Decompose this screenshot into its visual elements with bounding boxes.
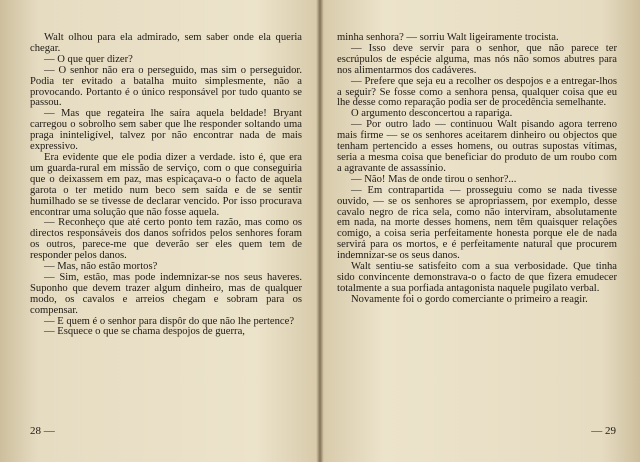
left-page-text — [30, 33, 302, 338]
page-number-left: 28 — — [30, 425, 55, 437]
paragraph: — Isso deve servir para o senhor, que não parece ter escrúpulos de espécie alguma, mas nós não somos abutres para nos alimentarmos dos cadáveres. — [337, 42, 617, 76]
paragraph: — E quem é o senhor para dispôr do que não lhe pertence? — [44, 315, 295, 327]
paragraph: Walt sentiu-se satisfeito com a sua verbosidade. Que tinha sido convincente demonstrava-o o facto de que fizera emudecer totalmente a sua porfiada antagonista naquele pugilato verbal. — [337, 261, 617, 294]
paragraph: — Não! Mas de onde tirou o senhor?... — [351, 173, 517, 185]
paragraph: Era evidente que ele podia dizer a verdade. isto é, que era um guarda-rural em missão de serviço, com o que conseguiria que o deixassem em paz, mas espicaçava-o o facto de aquela garota o ter metido num beco sem saída e de se sentir humilhado se se tivesse de declarar vencido. Por isso procurava encontrar uma solução que não fosse aquela. — [30, 151, 302, 218]
paragraph: Walt olhou para ela admirado, sem saber onde ela queria chegar. — [30, 32, 302, 54]
right-page — [320, 0, 640, 462]
paragraph: minha senhora? — sorriu Walt ligeiramente trocista. — [337, 32, 559, 43]
paragraph: Novamente foi o gordo comerciante o primeiro a reagir. — [351, 293, 588, 305]
paragraph: — Sim, estão, mas pode indemnizar-se nos seus haveres. Suponho que devem trazer algum dinheiro, mas de qualquer modo, os cavalos e arreios chegam e sobram para os compensar. — [30, 271, 302, 316]
paragraph: — Mas que regateira lhe saíra aquela beldade! Bryant carregou o sobrolho sem saber que lhe responder soltando uma praga ininteligível, talvez por não encontrar nada de mais expressivo. — [30, 108, 302, 153]
paragraph: O argumento desconcertou a rapariga. — [351, 108, 513, 120]
paragraph: — Em contrapartida — prosseguiu como se nada tivesse ouvido, — se os senhores se apropriassem, por exemplo, desse cavalo negro de rica sela, como não interviram, absolutamente em nada, na morte desses homens, nem têm quaisquer relações comigo, a coisa seria perfeitamente honesta porque ele de nada servirá para os mortos, e é perfeitamente natural que procurem indemnizar-se os seus danos. — [337, 184, 617, 262]
paragraph: — Esquece o que se chama despojos de guerra, — [44, 326, 245, 338]
paragraph: — Prefere que seja eu a recolher os despojos e a entregar-lhos a seguir? Se fosse como a senhora pensa, qualquer coisa que eu lhe desse como reparação podia ser de procedência semelhante. — [337, 75, 617, 109]
page-number-right: — 29 — [591, 425, 616, 437]
paragraph: — Reconheço que até certo ponto tem razão, mas como os directos responsáveis dos danos sofridos pelos senhores foram os outros, parece-me que deverão ser eles quem tem de responder pelos danos. — [30, 217, 302, 262]
paragraph: — Mas, não estão mortos? — [44, 261, 158, 273]
paragraph: — Por outro lado — continuou Walt pisando agora terreno mais firme — se os senhores aceitarem dinheiro ou objectos que tenham pertencido a esses homens, ou outras supostas vítimas, seria a mesma coisa que beneficiar do produto de um roubo com a agravante de assassínio. — [337, 119, 617, 174]
right-page-text — [337, 33, 617, 306]
paragraph: — O que quer dizer? — [44, 53, 133, 65]
paragraph: — O senhor não era o perseguido, mas sim o perseguidor. Podia ter evitado a batalha muito simplesmente, não a provocando. Portanto é o único responsável por tudo quanto se passou. — [30, 64, 302, 109]
